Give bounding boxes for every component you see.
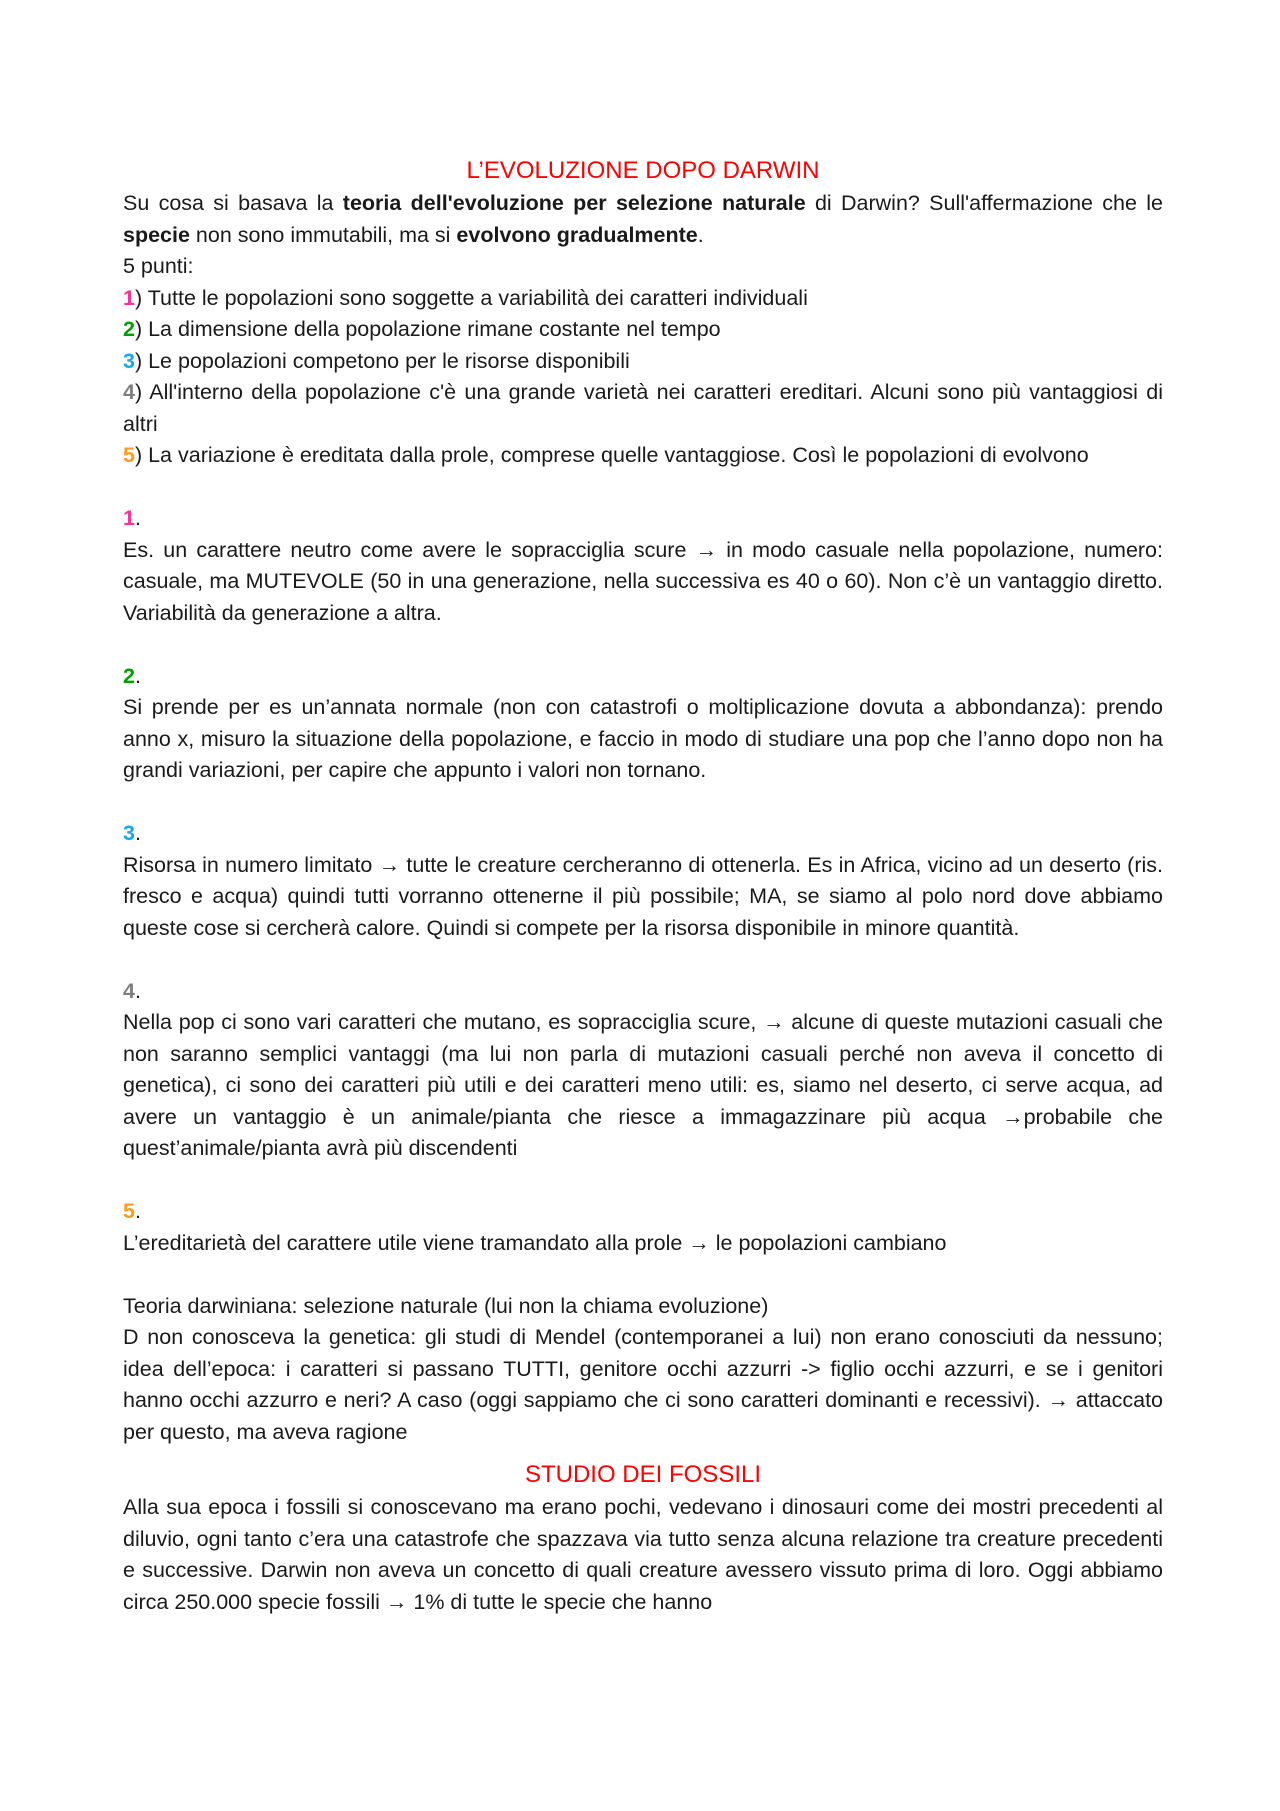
section-number: 3 [123,821,135,845]
five-points-label: 5 punti: [123,254,194,278]
intro-text: . [697,222,704,247]
section-dot: . [134,663,141,688]
genetics-paragraph: D non conosceva la genetica: gli studi di Mendel (contemporanei a lui) non erano conosciuti da nessuno; idea dell’epoca: i caratteri si passano TUTTI, genitore occhi azzurri -> figlio occhi azzurri, e se i genitori hanno occhi azzurro e neri? A caso (oggi sappiamo che ci sono caratteri dominanti e recessivi). → attaccato per questo, ma aveva ragione [123,1325,1163,1444]
section-dot: . [134,821,141,845]
section-body-5: L’ereditarietà del carattere utile viene tramandato alla prole → le popolazioni cambiano [123,1230,947,1255]
intro-bold-evolve: evolvono gradualmente [456,222,698,247]
point-text: ) La dimensione della popolazione rimane costante nel tempo [134,317,721,341]
point-number: 4 [123,380,135,404]
section-body-1: Es. un carattere neutro come avere le sopracciglia scure → in modo casuale nella popolazione, numero: casuale, ma MUTEVOLE (50 in una generazione, nella successiva es 40 o 60). Non c’è un vantaggio diretto. Variabilità da generazione a altra. [123,537,1163,625]
section-body-3: Risorsa in numero limitato → tutte le creature cercheranno di ottenerla. Es in Africa, vicino ad un deserto (ris. fresco e acqua) quindi tutti vorranno ottenerne il più possibile; MA, se siamo al polo nord dove abbiamo queste cose si cercherà calore. Quindi si compete per la risorsa disponibile in minore quantità. [123,852,1163,940]
point-number: 3 [123,348,135,373]
point-text: ) La variazione è ereditata dalla prole, comprese quelle vantaggiose. Così le popolazioni di evolvono [134,443,1089,467]
intro-text: Su cosa si basava la [123,191,343,215]
intro-bold-theory: teoria dell'evoluzione per selezione naturale [342,191,806,215]
point-item-4 [123,377,1163,440]
point-item-2 [123,314,1163,346]
spacer [123,1165,1163,1197]
point-text: ) All'interno della popolazione c'è una grande varietà nei caratteri ereditari. Alcuni sono più vantaggiosi di altri [123,380,1163,436]
section-body-4: Nella pop ci sono vari caratteri che mutano, es sopracciglia scure, → alcune di queste mutazioni casuali che non saranno semplici vantaggi (ma lui non parla di mutazioni casuali perché non aveva il concetto di genetica), ci sono dei caratteri più utili e dei caratteri meno utili: es, siamo nel deserto, ci serve acqua, ad avere un vantaggio è un animale/pianta che riesce a immagazzinare più acqua →probabile che quest’animale/pianta avrà più discendenti [123,1010,1163,1160]
section-dot: . [134,1199,141,1223]
section-number: 2 [123,663,135,688]
section-number: 4 [123,978,135,1003]
darwin-theory-line: Teoria darwiniana: selezione naturale (lui non la chiama evoluzione) [123,1293,769,1318]
point-text: ) Le popolazioni competono per le risorse disponibili [134,348,630,373]
document-title: L’EVOLUZIONE DOPO DARWIN [466,157,820,184]
section-number: 5 [123,1199,135,1223]
spacer [123,944,1163,976]
section-heading-4 [123,976,1163,1008]
section-heading-2 [123,661,1163,693]
point-number: 1 [123,285,135,310]
section-number: 1 [123,506,135,530]
section-heading-5 [123,1196,1163,1228]
section-heading-1 [123,503,1163,535]
intro-text: non sono immutabili, ma si [189,222,457,247]
section-body-2: Si prende per es un’annata normale (non con catastrofi o moltiplicazione dovuta a abbondanza): prendo anno x, misuro la situazione della popolazione, e faccio in modo di studiare una pop che l’anno dopo non ha grandi variazioni, per capire che appunto i valori non tornano. [123,695,1163,782]
fossils-paragraph: Alla sua epoca i fossili si conoscevano ma erano pochi, vedevano i dinosauri come dei mostri precedenti al diluvio, ogni tanto c’era una catastrofe che spazzava via tutto senza alcuna relazione tra creature precedenti e successive. Darwin non aveva un concetto di quali creature avessero vissuto prima di loro. Oggi abbiamo circa 250.000 specie fossili → 1% di tutte le specie che hanno [123,1495,1163,1614]
spacer [123,472,1163,504]
point-item-5 [123,440,1163,472]
point-number: 2 [123,317,135,341]
section-dot: . [134,978,141,1003]
point-number: 5 [123,443,135,467]
section-title-fossils: STUDIO DEI FOSSILI [524,1461,762,1488]
intro-bold-species: specie [123,222,190,247]
spacer [123,629,1163,661]
spacer [123,1259,1163,1291]
intro-paragraph [123,188,1163,251]
section-dot: . [134,506,141,530]
spacer [123,787,1163,819]
point-text: ) Tutte le popolazioni sono soggette a variabilità dei caratteri individuali [134,285,808,310]
section-heading-3 [123,818,1163,850]
intro-text: di Darwin? Sull'affermazione che le [805,191,1163,215]
point-item-3 [123,346,1163,378]
point-item-1 [123,283,1163,315]
document-page [123,154,1163,1618]
